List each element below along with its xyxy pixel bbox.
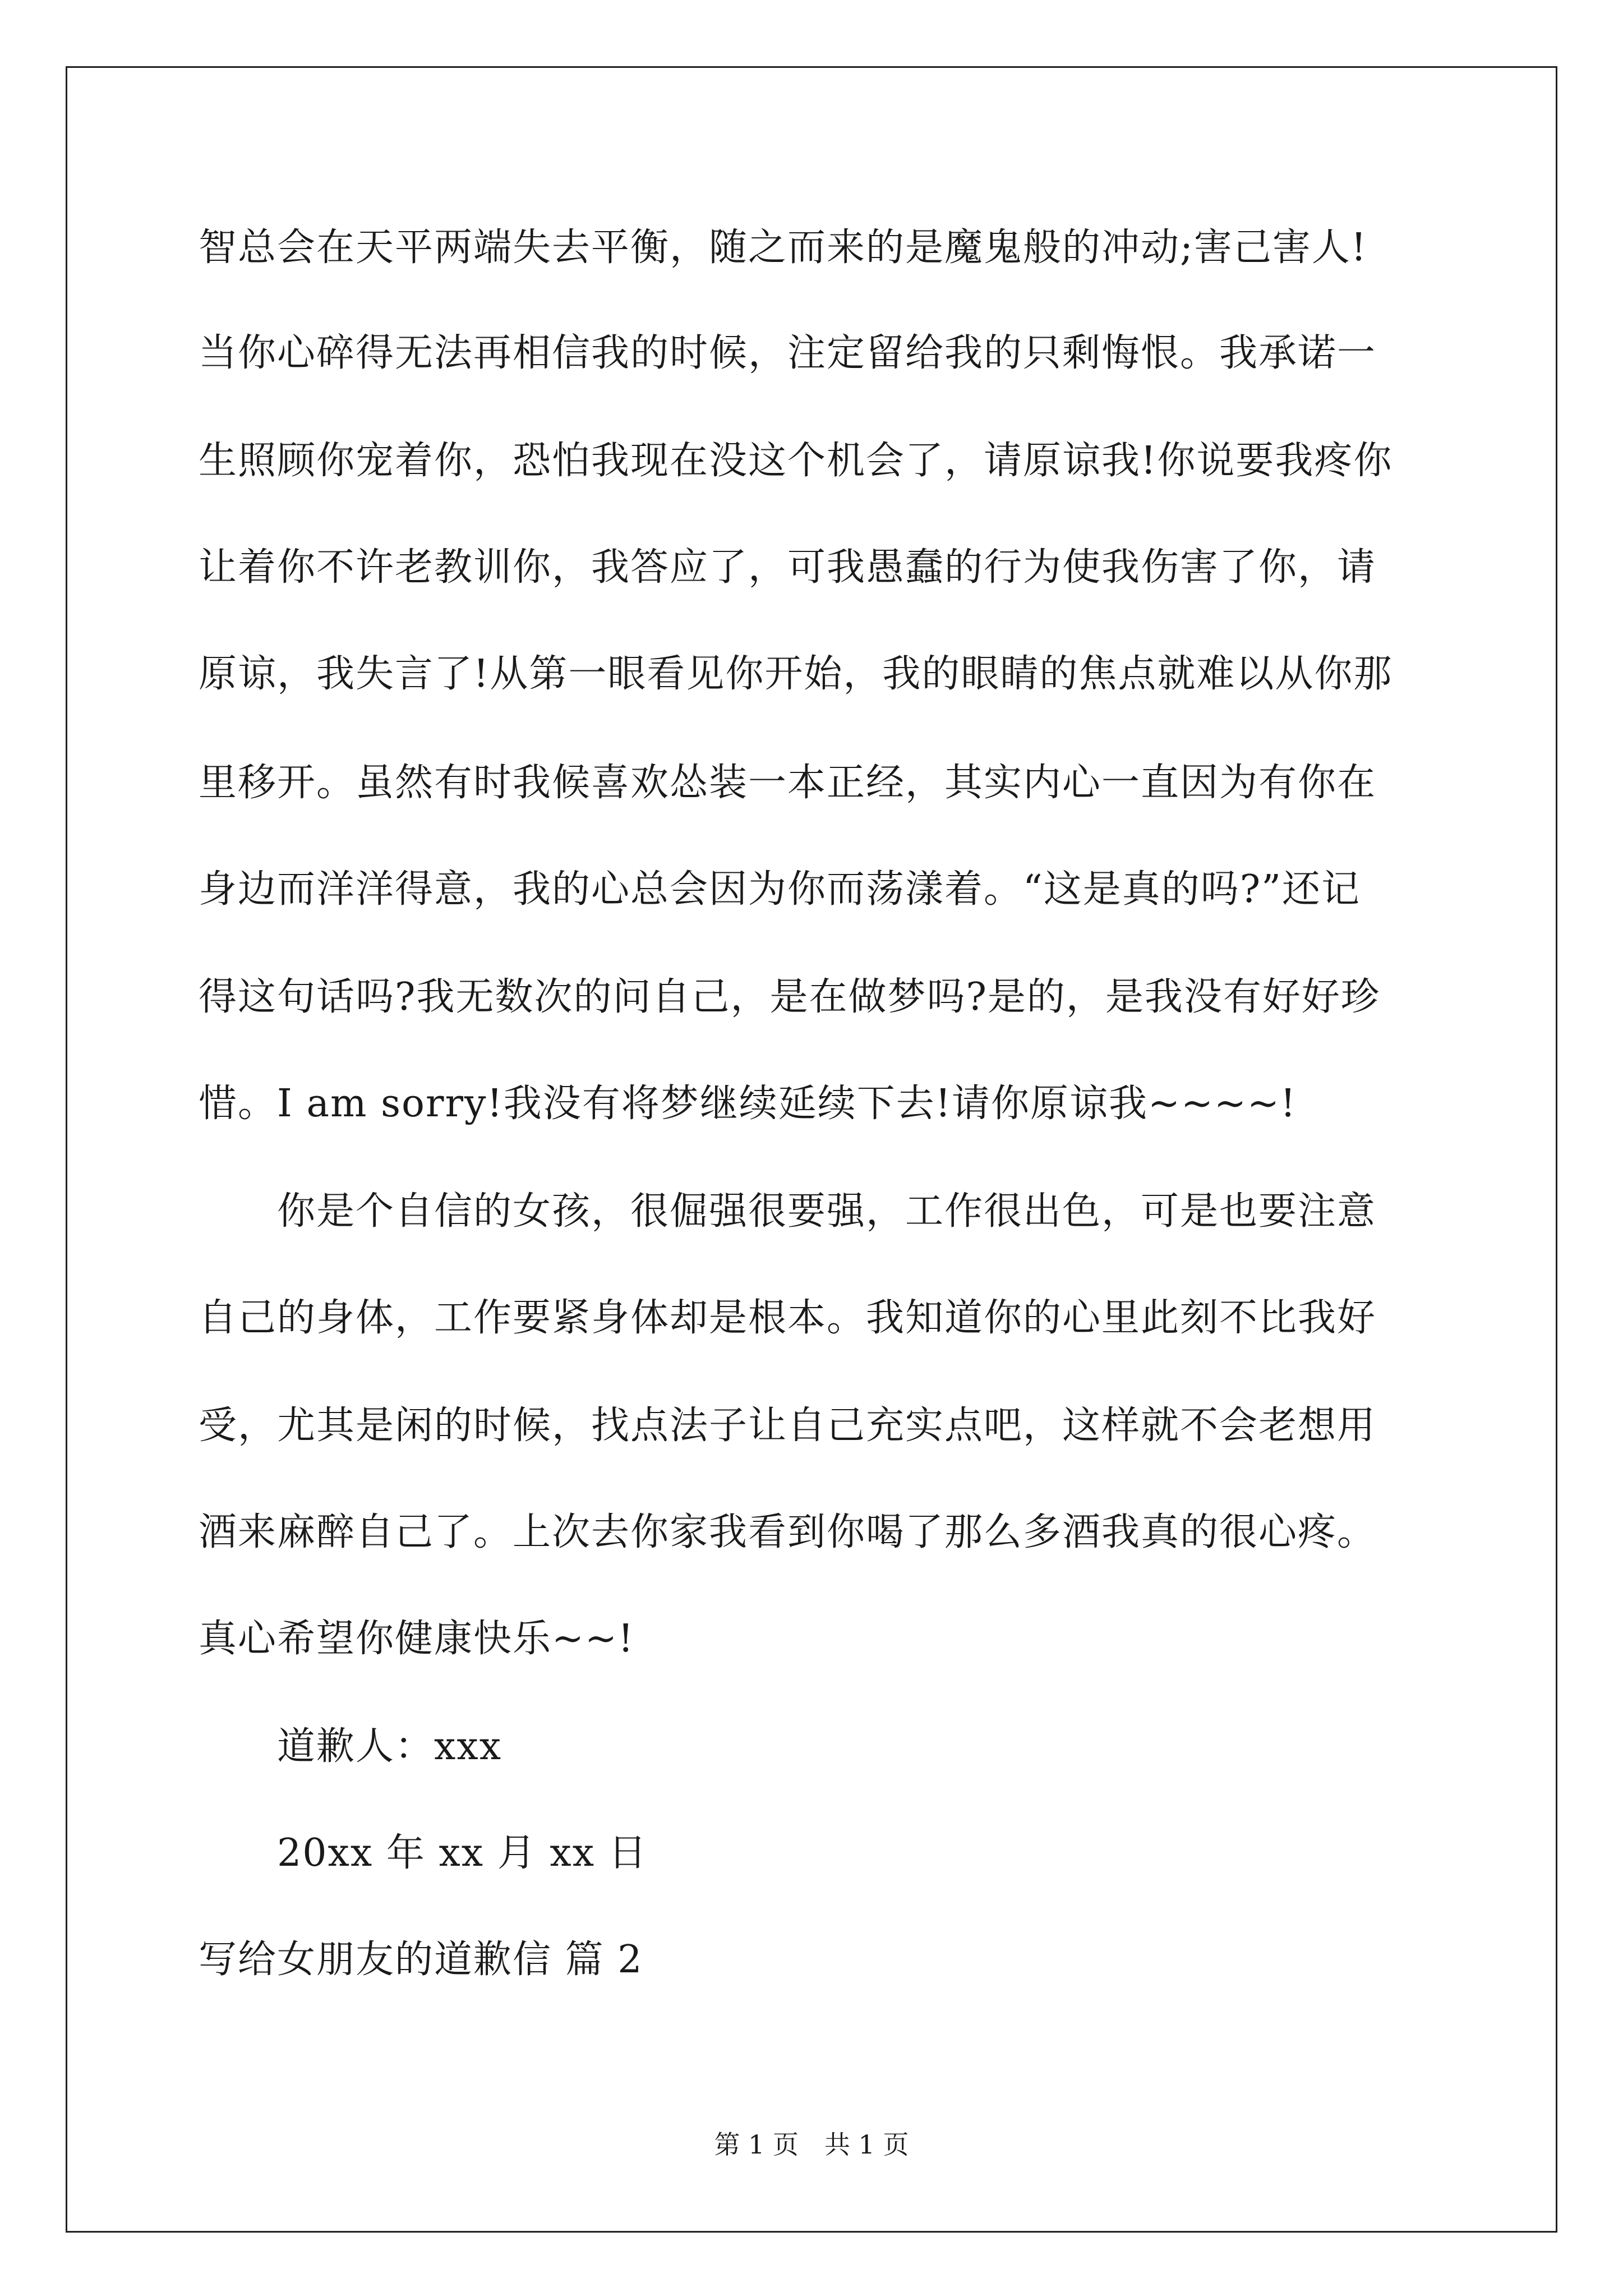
date-line: 20xx 年 xx 月 xx 日 xyxy=(277,1831,648,1875)
paragraph-line: 酒来麻醉自己了。上次去你家我看到你喝了那么多酒我真的很心疼。 xyxy=(199,1510,1377,1554)
paragraph-line: 里移开。虽然有时我候喜欢怂装一本正经，其实内心一直因为有你在 xyxy=(199,761,1377,805)
paragraph-line: 让着你不许老教训你，我答应了，可我愚蠢的行为使我伤害了你，请 xyxy=(199,545,1377,590)
signature-line: 道歉人：xxx xyxy=(277,1724,502,1769)
paragraph-line: 当你心碎得无法再相信我的时候，注定留给我的只剩悔恨。我承诺一 xyxy=(199,331,1377,375)
paragraph-line: 身边而洋洋得意，我的心总会因为你而荡漾着。“这是真的吗?”还记 xyxy=(199,867,1361,912)
page-footer: 第 1 页 共 1 页 xyxy=(714,2129,909,2160)
paragraph-line: 智总会在天平两端失去平衡，随之而来的是魔鬼般的冲动;害己害人! xyxy=(199,226,1368,270)
section-heading: 写给女朋友的道歉信 篇 2 xyxy=(199,1938,643,1982)
paragraph-line: 你是个自信的女孩，很倔强很要强，工作很出色，可是也要注意 xyxy=(277,1189,1377,1234)
paragraph-line: 受，尤其是闲的时候，找点法子让自己充实点吧，这样就不会老想用 xyxy=(199,1404,1377,1448)
paragraph-line: 自己的身体，工作要紧身体却是根本。我知道你的心里此刻不比我好 xyxy=(199,1296,1377,1340)
paragraph-line: 惜。I am sorry!我没有将梦继续延续下去!请你原谅我~~~~! xyxy=(199,1082,1297,1126)
paragraph-line: 原谅，我失言了!从第一眼看见你开始，我的眼睛的焦点就难以从你那 xyxy=(199,652,1393,696)
paragraph-line: 得这句话吗?我无数次的问自己，是在做梦吗?是的，是我没有好好珍 xyxy=(199,975,1380,1019)
paragraph-line: 真心希望你健康快乐~~! xyxy=(199,1617,635,1661)
page-border xyxy=(66,66,1557,2233)
paragraph-line: 生照顾你宠着你，恐怕我现在没这个机会了，请原谅我!你说要我疼你 xyxy=(199,439,1393,483)
